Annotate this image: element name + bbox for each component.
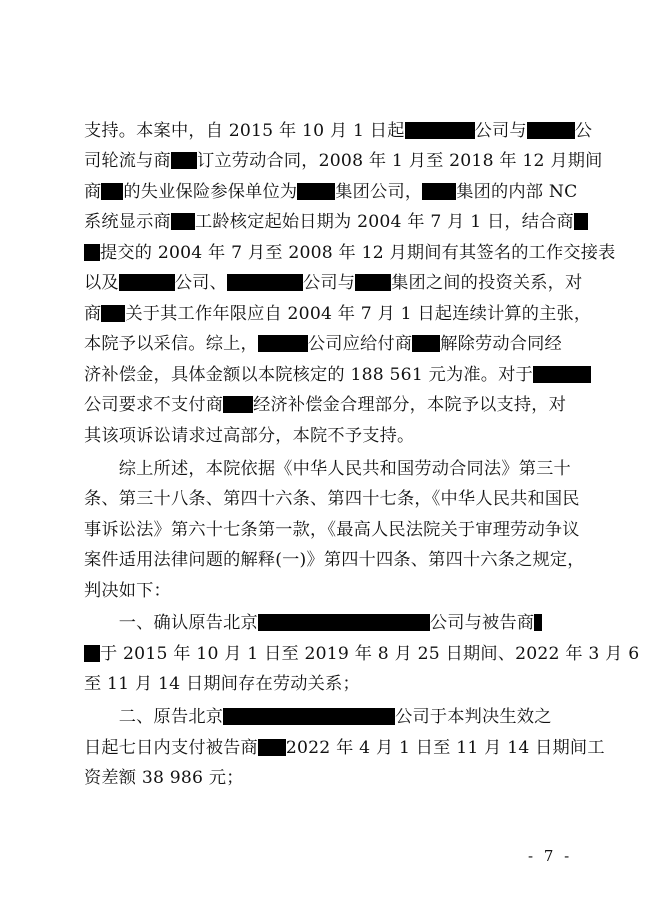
body-line: 司轮流与商 订立劳动合同，2008 年 1 月至 2018 年 12 月期间 <box>84 151 603 171</box>
body-line: 至 11 月 14 日期间存在劳动关系； <box>84 674 360 694</box>
body-line: 条、第三十八条、第四十六条、第四十七条，《中华人民共和国民 <box>84 489 580 509</box>
body-line: 资差额 38 986 元； <box>84 768 244 788</box>
redaction-block <box>84 244 100 261</box>
redaction-block <box>534 614 542 631</box>
redaction-block <box>171 213 195 230</box>
redaction-block <box>258 739 286 756</box>
redaction-block <box>223 396 253 413</box>
body-line: 案件适用法律问题的解释(一)》第四十四条、第四十六条之规定， <box>84 550 585 570</box>
body-line: 于 2015 年 10 月 1 日至 2019 年 8 月 25 日期间、2022 年 3 月 6 <box>84 643 572 665</box>
body-line: 综上所述，本院依据《中华人民共和国劳动合同法》第三十 <box>84 459 571 479</box>
redaction-block <box>297 183 335 200</box>
body-line: 公司要求不支付商 经济补偿金合理部分，本院予以支持，对 <box>84 395 567 415</box>
body-line: 二、原告北京 公司于本判决生效之 <box>84 707 552 727</box>
body-line: 商 的失业保险参保单位为 集团公司， 集团的内部 NC <box>84 182 578 202</box>
redaction-block <box>258 614 430 631</box>
redaction-block <box>355 274 391 291</box>
redaction-block <box>422 183 456 200</box>
redaction-block <box>574 213 588 230</box>
body-line: 提交的 2004 年 7 月至 2008 年 12 月期间有其签名的工作交接表 <box>84 242 572 264</box>
redaction-block <box>412 335 440 352</box>
body-line: 判决如下： <box>84 581 171 601</box>
body-line: 事诉讼法》第六十七条第一款，《最高人民法院关于审理劳动争议 <box>84 520 580 540</box>
redaction-block <box>527 122 575 139</box>
body-line: 济补偿金，具体金额以本院核定的 188 561 元为准。对于 <box>84 364 572 386</box>
page-number: - 7 - <box>528 847 573 865</box>
redaction-block <box>171 152 197 169</box>
body-line: 本院予以采信。综上， 公司应给付商 解除劳动合同经 <box>84 334 562 354</box>
redaction-block <box>223 708 395 725</box>
redaction-block <box>258 335 308 352</box>
body-line: 其该项诉讼请求过高部分，本院不予支持。 <box>84 426 415 446</box>
redaction-block <box>405 122 475 139</box>
body-line: 商 关于其工作年限应自 2004 年 7 月 1 日起连续计算的主张， <box>84 304 592 324</box>
redaction-block <box>227 274 303 291</box>
body-line: 以及 公司、 公司与 集团之间的投资关系，对 <box>84 273 583 293</box>
redaction-block <box>84 645 100 662</box>
body-line: 日起七日内支付被告商 2022 年 4 月 1 日至 11 月 14 日期间工 <box>84 738 605 758</box>
body-line: 系统显示商 工龄核定起始日期为 2004 年 7 月 1 日，结合商 <box>84 211 572 233</box>
body-line: 支持。本案中，自 2015 年 10 月 1 日起 公司与 公 <box>84 121 593 141</box>
redaction-block <box>101 305 125 322</box>
body-line: 一、确认原告北京 公司与被告商 <box>84 612 572 634</box>
redaction-block <box>119 274 175 291</box>
redaction-block <box>533 366 591 383</box>
redaction-block <box>101 183 123 200</box>
